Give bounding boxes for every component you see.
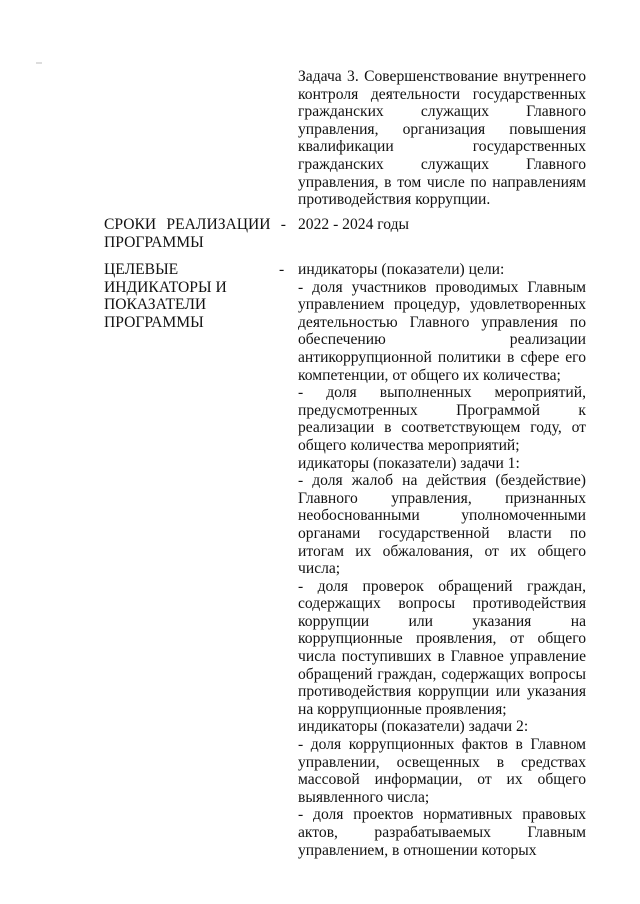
- terms-value-block: [298, 216, 586, 234]
- scan-mark: [36, 62, 42, 64]
- indicators-list: [298, 261, 586, 859]
- indicators-label-line: ИНДИКАТОРЫ И: [104, 278, 227, 296]
- indicators-paragraph: - доля проектов нормативных правовых актов, разрабатываемых Главным управлением, в отношении которых: [298, 806, 586, 859]
- indicators-paragraph: - доля жалоб на действия (бездействие) Главного управления, признанных необоснованными уполномоченными органами государственной власти по итогам их обжалования, от их общего числа;: [298, 472, 586, 578]
- terms-label-word1: СРОКИ: [104, 216, 157, 233]
- indicators-dash: -: [279, 261, 285, 278]
- indicators-paragraph: - доля коррупционных фактов в Главном управлении, освещенных в средствах массовой информации, от их общего выявленного числа;: [298, 736, 586, 806]
- indicators-paragraph: индикаторы (показатели) цели:: [298, 261, 505, 278]
- terms-label-dash: -: [280, 216, 286, 233]
- terms-label: [104, 216, 286, 251]
- indicators-label-line: ПРОГРАММЫ: [104, 313, 204, 331]
- indicators-paragraph: индикаторы (показатели) задачи 2:: [298, 718, 529, 736]
- terms-label-line2: ПРОГРАММЫ: [104, 233, 204, 251]
- indicators-paragraph: - доля участников проводимых Главным управлением процедур, удовлетворенных деятельностью Главного управления по обеспечению реализации антикоррупционной политики в сфере его компетенции, от общего их количества;: [298, 278, 586, 384]
- terms-label-line1: [104, 216, 286, 234]
- task3-block: [298, 68, 586, 209]
- indicators-label-line: ЦЕЛЕВЫЕ: [104, 261, 179, 278]
- indicators-paragraph: - доля выполненных мероприятий, предусмотренных Программой к реализации в соответствующем году, от общего количества мероприятий;: [298, 384, 586, 454]
- indicators-paragraph: идикаторы (показатели) задачи 1:: [298, 454, 520, 472]
- terms-value: 2022 - 2024 годы: [298, 216, 410, 233]
- indicators-paragraph: - доля проверок обращений граждан, содержащих вопросы противодействия коррупции или указания на коррупционные проявления, от общего числа поступивших в Главное управление обращений граждан, содержащих вопросы противодействия коррупции или указания на коррупционные проявления;: [298, 577, 586, 718]
- indicators-label-line: ПОКАЗАТЕЛИ: [104, 296, 207, 314]
- task3-text: Задача 3. Совершенствование внутреннего контроля деятельности государственных гражданских служащих Главного управления, организация повышения квалификации государственных гражданских служащих Главного управления, в том числе по направлениям противодействия коррупции.: [298, 68, 586, 209]
- terms-label-word2: РЕАЛИЗАЦИИ: [166, 216, 271, 233]
- indicators-label: [104, 261, 284, 331]
